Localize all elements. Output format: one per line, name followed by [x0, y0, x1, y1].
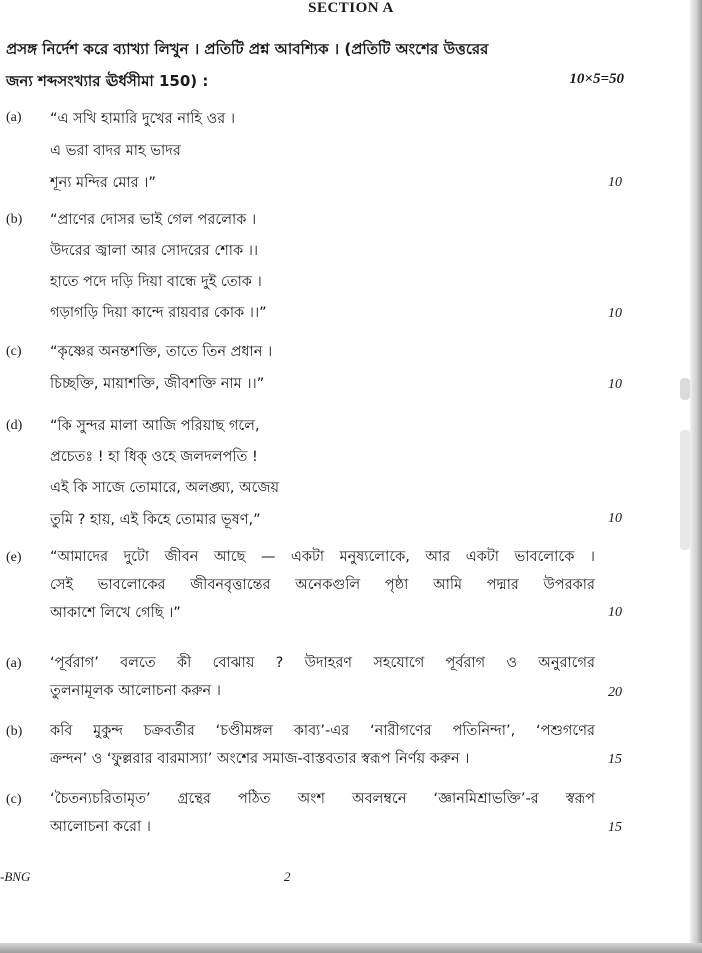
question-line: “আমাদের দুটো জীবন আছে — একটা মনুষ্যলোকে, আর একটা ভাবলোকে ।: [50, 549, 595, 565]
question-marks: 15: [608, 752, 622, 767]
instructions-line-1: প্রসঙ্গ নির্দেশ করে ব্যাখ্যা লিখুন । প্রতিটি প্রশ্ন আবশ্যিক । (প্রতিটি অংশের উত্তরের: [6, 40, 489, 58]
question-line: “প্রাণের দোসর ভাই গেল পরলোক ।: [50, 212, 257, 228]
question-line: শূন্য মন্দির মোর ।”: [50, 175, 156, 191]
question-marks: 10: [608, 511, 622, 526]
question-line: এ ভরা বাদর মাহ ভাদর: [50, 143, 181, 159]
question-line: চিচ্ছক্তি, মায়াশক্তি, জীবশক্তি নাম ।।”: [50, 376, 265, 392]
question-line: ক্রন্দন’ ও ‘ফুল্লরার বারমাস্যা’ অংশের সমাজ-বাস্তবতার স্বরূপ নির্ণয় করুন ।: [50, 751, 470, 767]
question-line: গড়াগড়ি দিয়া কান্দে রায়বার কোক ।।”: [50, 305, 267, 321]
question-marks: 15: [608, 820, 622, 835]
instructions-line-2: জন্য শব্দসংখ্যার ঊর্ধসীমা 150) :: [6, 72, 209, 90]
question-label: (d): [6, 418, 23, 433]
question-label: (a): [6, 656, 22, 671]
section-title: SECTION A: [308, 0, 394, 16]
question-line: ‘পূর্বরাগ’ বলতে কী বোঝায় ? উদাহরণ সহযোগে পূর্বরাগ ও অনুরাগের: [50, 655, 595, 671]
scan-mark: [680, 430, 690, 550]
question-marks: 10: [608, 605, 622, 620]
question-marks: 10: [608, 377, 622, 392]
question-line: উদরের জ্বালা আর সোদরের শোক ।।: [50, 243, 259, 259]
question-line: আকাশে লিখে গেছি ।”: [50, 605, 181, 621]
question-line: এই কি সাজে তোমারে, অলঙ্ঘ্য, অজেয়: [50, 480, 280, 496]
question-line: ‘চৈতন্যচরিতামৃত’ গ্রন্থের পঠিত অংশ অবলম্বনে ‘জ্ঞানমিশ্রাভক্তি’-র স্বরূপ: [50, 791, 595, 807]
question-line: তুলনামূলক আলোচনা করুন ।: [50, 683, 221, 699]
question-line: আলোচনা করো ।: [50, 819, 151, 835]
question-marks: 10: [608, 306, 622, 321]
scan-mark: [680, 378, 690, 400]
question-line: “এ সখি হামারি দুখের নাহি ওর ।: [50, 111, 236, 127]
question-marks: 20: [608, 685, 622, 700]
question-line: সেই ভাবলোকের জীবনবৃত্তান্তের অনেকগুলি পৃষ্ঠা আমি পদ্মার উপরকার: [50, 577, 595, 593]
question-line: তুমি ? হায়, এই কিহে তোমার ভূষণ,”: [50, 512, 261, 528]
question-line: হাতে পদে দড়ি দিয়া বান্ধে দুই তোক ।: [50, 274, 262, 290]
question-label: (c): [6, 792, 22, 807]
paper-code: -BNG: [0, 869, 31, 884]
total-marks: 10×5=50: [569, 71, 624, 87]
question-label: (a): [6, 110, 22, 125]
page-edge-bottom: [0, 943, 702, 953]
question-label: (c): [6, 344, 22, 359]
question-line: কবি মুকুন্দ চক্রবর্তীর ‘চণ্ডীমঙ্গল কাব্য’-এর ‘নারীগণের পতিনিন্দা’, ‘পশুগণের: [50, 723, 595, 739]
question-line: “কৃষ্ণের অনন্তশক্তি, তাতে তিন প্রধান ।: [50, 344, 273, 360]
question-line: “কি সুন্দর মালা আজি পরিয়াছ গলে,: [50, 418, 260, 434]
question-marks: 10: [608, 175, 622, 190]
question-label: (e): [6, 550, 22, 565]
question-line: প্রচেতঃ ! হা ধিক্ ওহে জলদলপতি !: [50, 449, 258, 465]
question-label: (b): [6, 724, 23, 739]
page-edge-right: [690, 0, 702, 953]
question-label: (b): [6, 212, 23, 227]
page-number: 2: [284, 869, 291, 884]
